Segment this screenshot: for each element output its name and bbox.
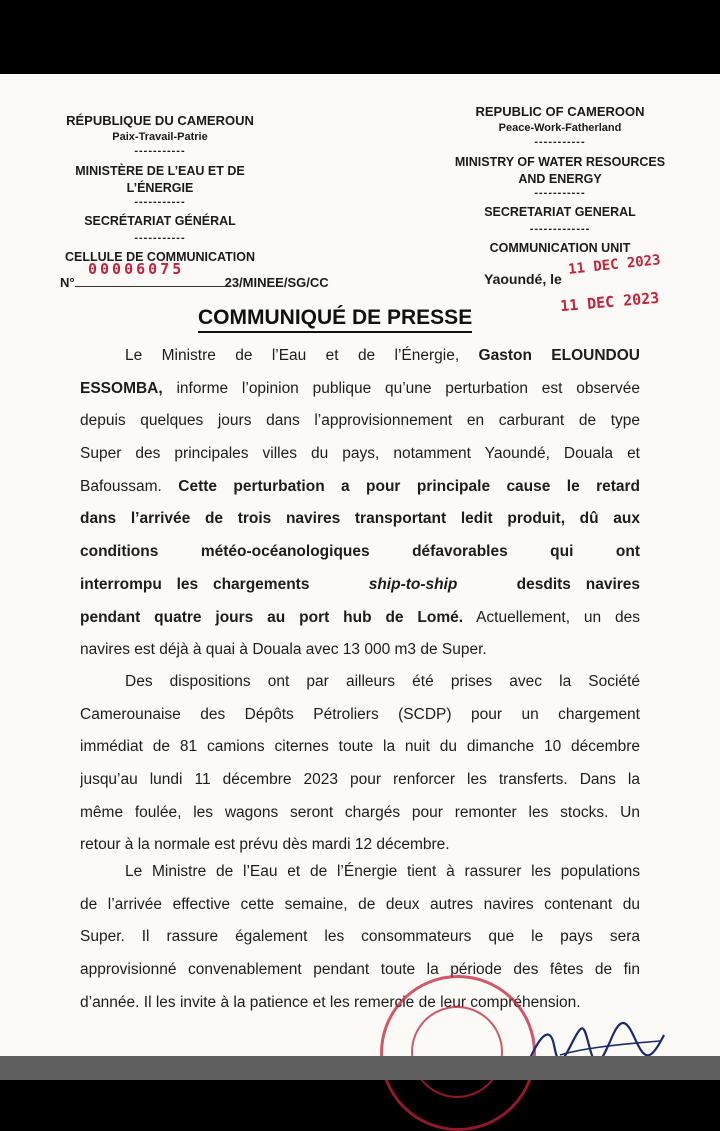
paragraph-3 xyxy=(80,856,640,1019)
official-seal-icon xyxy=(380,975,536,1131)
unit-en: COMMUNICATION UNIT xyxy=(489,241,631,255)
text-run: Bafoussam. xyxy=(80,477,162,495)
seal-inner-ring xyxy=(411,1006,503,1098)
country-name-en: REPUBLIC OF CAMEROON xyxy=(475,104,645,119)
text-run: Le Ministre de l’Eau et de l’Énergie, xyxy=(125,347,460,364)
separator: ----------- xyxy=(134,196,186,208)
date-stamp: 11 DEC 2023 xyxy=(559,288,660,316)
ministry-en-line2: AND ENERGY xyxy=(518,172,602,186)
secretariat-fr: SECRÉTARIAT GÉNÉRAL xyxy=(84,214,236,228)
separator: ----------- xyxy=(534,187,586,199)
text-line: Super des principales villes du pays, notamment Yaoundé, Douala et xyxy=(80,445,640,463)
text-line: Le Ministre de l’Eau et de l’Énergie tient à rassurer les populations xyxy=(125,863,640,880)
ministry-fr-line2: L’ÉNERGIE xyxy=(126,181,194,195)
text-line: jusqu’au lundi 11 décembre 2023 pour renforcer les transferts. Dans la xyxy=(80,771,640,789)
bold-text-run: desdits navires xyxy=(516,575,640,593)
reference-suffix: 23/MINEE/SG/CC xyxy=(224,275,329,290)
text-line: de l’arrivée effective cette semaine, de deux autres navires contenant du xyxy=(80,895,640,913)
reference-line xyxy=(60,275,329,290)
reference-number-stamp: 00006075 xyxy=(88,260,185,278)
text-line xyxy=(80,569,640,602)
text-line: Super. Il rassure également les consommateurs que le pays sera xyxy=(80,928,640,946)
ministry-fr-line1: MINISTÈRE DE L’EAU ET DE xyxy=(75,164,245,178)
bottom-bar xyxy=(0,1056,720,1080)
text-line xyxy=(80,471,640,504)
text-line: d’année. Il les invite à la patience et les remercie de leur compréhension. xyxy=(80,993,581,1011)
text-line: retour à la normale est prévu dès mardi 12 décembre. xyxy=(80,836,450,854)
place-label: Yaoundé, le xyxy=(484,271,562,287)
page-title: COMMUNIQUÉ DE PRESSE xyxy=(198,306,472,333)
separator: ------------- xyxy=(529,223,591,235)
motto-en: Peace-Work-Fatherland xyxy=(498,122,622,134)
date-stamp: 11 DEC 2023 xyxy=(567,252,662,278)
text-line xyxy=(80,373,640,406)
text-line: approvisionné convenablement pendant toute la période des fêtes de fin xyxy=(80,961,640,979)
unit-fr: CELLULE DE COMMUNICATION xyxy=(64,250,256,264)
text-line: navires est déjà à quai à Douala avec 13 000 m3 de Super. xyxy=(80,641,487,659)
text-line xyxy=(80,602,640,635)
secretariat-en: SECRETARIAT GENERAL xyxy=(484,205,636,219)
country-name-fr: RÉPUBLIQUE DU CAMEROUN xyxy=(66,113,254,128)
bold-text-run: interrompu les chargements xyxy=(80,575,310,593)
separator: ----------- xyxy=(134,232,186,244)
text-line: depuis quelques jours dans l’approvisionnement en carburant de type xyxy=(80,412,640,430)
bold-text-run: pendant quatre jours au port hub de Lomé. xyxy=(80,608,464,626)
reference-prefix: N° xyxy=(60,275,75,290)
text-line: conditions météo-océanologiques défavorables qui ont xyxy=(80,543,640,561)
motto-fr: Paix-Travail-Patrie xyxy=(112,131,208,143)
text-run: Actuellement, un des xyxy=(476,608,640,626)
italic-text-run: ship-to-ship xyxy=(368,575,458,593)
bold-text-run: Cette perturbation a pour principale cause le retard xyxy=(178,477,640,495)
text-run: informe l’opinion publique qu’une perturbation est observée xyxy=(176,379,640,397)
text-line: Des dispositions ont par ailleurs été prises avec la Société xyxy=(125,673,640,690)
text-line: Camerounaise des Dépôts Pétroliers (SCDP) pour un chargement xyxy=(80,705,640,723)
header-left xyxy=(55,112,265,266)
minister-name: Gaston ELOUNDOU xyxy=(478,347,640,364)
text-line: immédiat de 81 camions citernes toute la nuit du dimanche 10 décembre xyxy=(80,738,640,756)
text-line: dans l’arrivée de trois navires transportant ledit produit, dû aux xyxy=(80,510,640,528)
minister-name: ESSOMBA, xyxy=(80,379,163,397)
paragraph-2 xyxy=(80,666,640,862)
paragraph-1 xyxy=(80,340,640,667)
ministry-en-line1: MINISTRY OF WATER RESOURCES xyxy=(454,155,666,169)
reference-underline xyxy=(75,284,225,287)
header-right xyxy=(440,103,680,257)
separator: ----------- xyxy=(534,136,586,148)
separator: ----------- xyxy=(134,145,186,157)
text-line: même foulée, les wagons seront chargés pour remonter les stocks. Un xyxy=(80,803,640,821)
text-line xyxy=(80,340,640,373)
